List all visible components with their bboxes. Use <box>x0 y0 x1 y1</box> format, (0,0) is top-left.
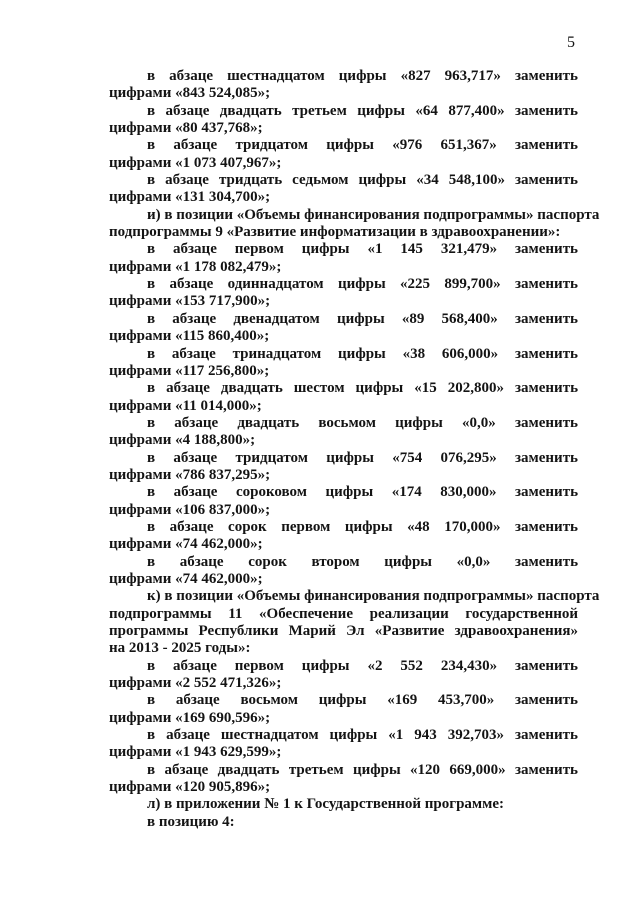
text-line: цифрами «74 462,000»; <box>109 570 263 587</box>
text-line: цифрами «74 462,000»; <box>109 536 263 553</box>
text-line: цифрами «1 073 407,967»; <box>109 154 282 171</box>
text-line: л) в приложении № 1 к Государственной программе: <box>147 796 505 813</box>
text-line: и) в позиции «Объемы финансирования подпрограммы» паспорта <box>147 206 600 223</box>
text-line: в абзаце одиннадцатом цифры «225 899,700» заменить <box>147 276 578 293</box>
text-line: в абзаце первом цифры «1 145 321,479» заменить <box>147 241 578 258</box>
text-line: цифрами «4 188,800»; <box>109 432 256 449</box>
text-line: цифрами «1 178 082,479»; <box>109 258 282 275</box>
text-line: в абзаце тридцатом цифры «754 076,295» заменить <box>147 449 578 466</box>
text-line: в абзаце тридцатом цифры «976 651,367» заменить <box>147 137 578 154</box>
text-line: в абзаце двадцать третьем цифры «120 669,000» заменить <box>147 761 578 778</box>
text-line: в абзаце двадцать восьмом цифры «0,0» заменить <box>147 414 578 431</box>
text-line: в абзаце первом цифры «2 552 234,430» заменить <box>147 657 578 674</box>
document-body <box>109 68 600 831</box>
text-line: цифрами «131 304,700»; <box>109 189 271 206</box>
text-line: цифрами «80 437,768»; <box>109 120 263 137</box>
text-line: в абзаце двадцать шестом цифры «15 202,800» заменить <box>147 380 578 397</box>
text-line: цифрами «2 552 471,326»; <box>109 675 282 692</box>
page-number: 5 <box>567 34 575 51</box>
text-line: цифрами «106 837,000»; <box>109 501 271 518</box>
text-line: в абзаце восьмом цифры «169 453,700» заменить <box>147 692 578 709</box>
text-line: в абзаце тринадцатом цифры «38 606,000» заменить <box>147 345 578 362</box>
text-line: цифрами «786 837,295»; <box>109 466 271 483</box>
text-line: в абзаце двадцать третьем цифры «64 877,400» заменить <box>147 102 578 119</box>
text-line: на 2013 - 2025 годы»: <box>109 640 251 657</box>
text-line: в позицию 4: <box>147 813 235 830</box>
text-line: цифрами «120 905,896»; <box>109 779 271 796</box>
text-line: цифрами «117 256,800»; <box>109 362 270 379</box>
text-line: цифрами «115 860,400»; <box>109 328 270 345</box>
text-line: в абзаце сороковом цифры «174 830,000» заменить <box>147 484 578 501</box>
text-line: подпрограммы 9 «Развитие информатизации в здравоохранении»: <box>109 224 561 241</box>
text-line: к) в позиции «Объемы финансирования подпрограммы» паспорта <box>147 588 600 605</box>
text-line: в абзаце шестнадцатом цифры «1 943 392,703» заменить <box>147 727 578 744</box>
text-line: цифрами «153 717,900»; <box>109 293 271 310</box>
text-line: программы Республики Марий Эл «Развитие здравоохранения» <box>109 623 578 639</box>
text-line: цифрами «169 690,596»; <box>109 709 271 726</box>
text-line: цифрами «843 524,085»; <box>109 85 271 102</box>
text-line: в абзаце сорок первом цифры «48 170,000» заменить <box>147 518 578 535</box>
text-line: в абзаце шестнадцатом цифры «827 963,717» заменить <box>147 68 578 84</box>
text-line: в абзаце сорок втором цифры «0,0» заменить <box>147 553 578 570</box>
text-line: в абзаце двенадцатом цифры «89 568,400» заменить <box>147 310 578 327</box>
text-line: цифрами «11 014,000»; <box>109 397 262 414</box>
text-line: цифрами «1 943 629,599»; <box>109 744 282 761</box>
text-line: подпрограммы 11 «Обеспечение реализации государственной <box>109 605 578 622</box>
text-line: в абзаце тридцать седьмом цифры «34 548,100» заменить <box>147 172 578 189</box>
